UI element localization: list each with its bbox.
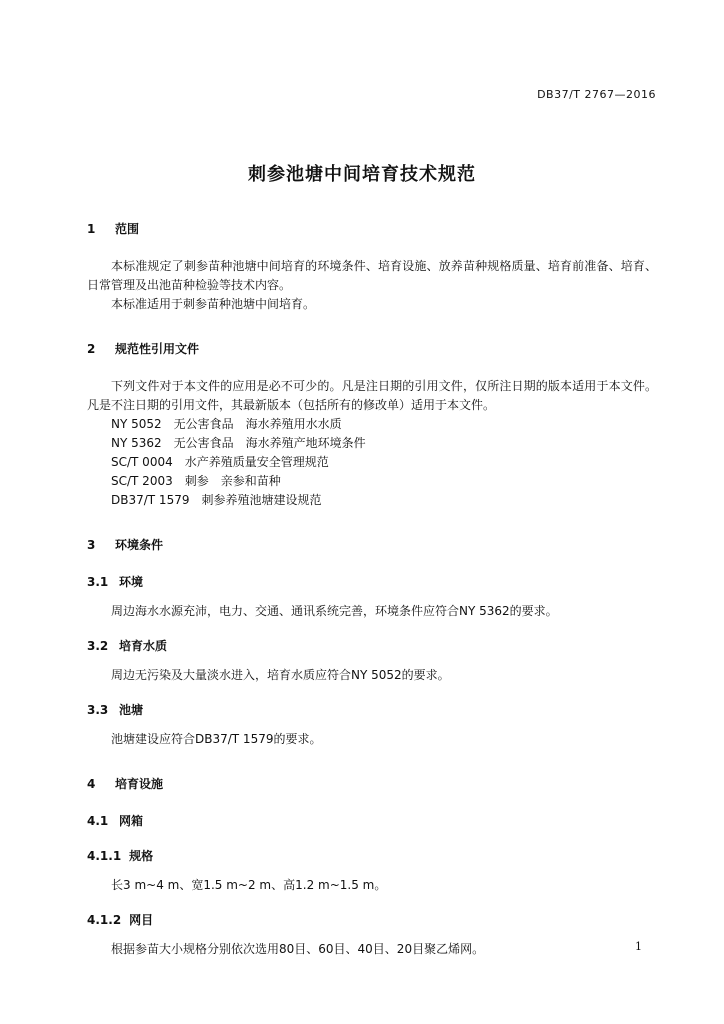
document-title: 刺参池塘中间培育技术规范 [248,164,476,185]
reference-item: SC/T 2003 刺参 亲参和苗种 [111,474,281,488]
section-heading-2 [87,340,657,359]
paragraph: 周边无污染及大量淡水进入，培育水质应符合NY 5052的要求。 [111,668,450,682]
subsection-heading-4-1 [87,812,657,831]
paragraph: 本标准规定了刺参苗种池塘中间培育的环境条件、培育设施、放养苗种规格质量、培育前准备、培育、日常管理及出池苗种检验等技术内容。 [87,259,657,292]
section-title: 培育设施 [115,777,164,791]
subsection-heading-3-3 [87,701,657,720]
paragraph: 周边海水水源充沛，电力、交通、通讯系统完善，环境条件应符合NY 5362的要求。 [111,604,558,618]
reference-item: SC/T 0004 水产养殖质量安全管理规范 [111,455,329,469]
subsection-title: 环境 [119,575,144,589]
section-heading-3 [87,536,657,555]
section-title: 环境条件 [115,538,164,552]
section-title: 范围 [115,222,140,236]
subsection-number: 4.1.2 [87,913,122,927]
section-title: 规范性引用文件 [115,342,200,356]
paragraph: 池塘建设应符合DB37/T 1579的要求。 [111,732,322,746]
subsection-title: 池塘 [119,703,144,717]
subsection-heading-3-1 [87,573,657,592]
paragraph: 根据参苗大小规格分别依次选用80目、60目、40目、20目聚乙烯网。 [111,942,485,956]
subsection-heading-4-1-2 [87,911,657,930]
reference-item: NY 5052 无公害食品 海水养殖用水水质 [111,417,342,431]
subsection-heading-4-1-1 [87,847,657,866]
subsection-number: 3.2 [87,639,109,653]
section-heading-1 [87,220,657,239]
section-number: 3 [87,538,96,552]
subsection-number: 4.1 [87,814,109,828]
paragraph: 下列文件对于本文件的应用是必不可少的。凡是注日期的引用文件，仅所注日期的版本适用于本文件。凡是不注日期的引用文件，其最新版本（包括所有的修改单）适用于本文件。 [87,379,657,412]
section-number: 4 [87,777,96,791]
standard-code: DB37/T 2767—2016 [537,88,656,101]
subsection-number: 4.1.1 [87,849,122,863]
subsection-number: 3.1 [87,575,109,589]
subsection-title: 网目 [129,913,154,927]
subsection-heading-3-2 [87,637,657,656]
document-body [87,220,657,959]
section-number: 2 [87,342,96,356]
section-number: 1 [87,222,96,236]
paragraph: 长3 m~4 m、宽1.5 m~2 m、高1.2 m~1.5 m。 [111,878,387,892]
reference-item: DB37/T 1579 刺参养殖池塘建设规范 [111,493,322,507]
subsection-title: 网箱 [119,814,144,828]
paragraph: 本标准适用于刺参苗种池塘中间培育。 [111,297,316,311]
subsection-title: 培育水质 [119,639,168,653]
section-heading-4 [87,775,657,794]
subsection-number: 3.3 [87,703,109,717]
subsection-title: 规格 [129,849,154,863]
reference-item: NY 5362 无公害食品 海水养殖产地环境条件 [111,436,366,450]
page-number: 1 [635,940,642,953]
